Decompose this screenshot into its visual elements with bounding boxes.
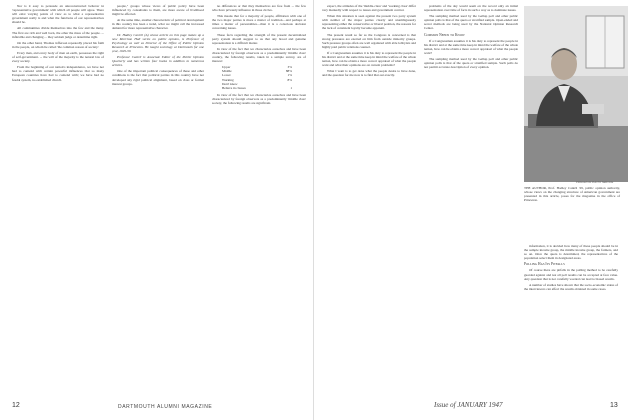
paragraph: In view of the fact that we characterize ourselves and have been characterized by foreign observers as a predominantly 'middle class' country, the following results, taken in a sample survey, are of interest: — [212, 46, 306, 64]
table-value: 1 — [290, 85, 292, 90]
class-survey-table — [222, 65, 292, 90]
page-number: 12 — [12, 402, 20, 409]
table-row — [222, 86, 292, 90]
table-label: Believe in classes — [222, 85, 246, 90]
right-column-3 — [524, 244, 618, 392]
table-label: Working — [222, 77, 234, 82]
right-column-1 — [322, 4, 416, 392]
paragraph: expect, the attitudes of the 'middle-class' and 'working class' differ very markedly with respect to issues and government control. — [322, 4, 416, 13]
paragraph: The sampling method used by the Gallup poll and other public opinion polls is that of the quota or stratified sample. Open-ended and secret methods are being used by the National Opinion Research Center. — [424, 14, 518, 31]
paragraph: Nor is it easy to persuade an unreconstructed believer in 'representative government' with which all people will agree. There will exist varying points of view as to what a representative government really is and what the functions of our representatives should be. — [12, 4, 104, 25]
table-label: Don't know — [222, 81, 238, 86]
footer-issue-date: Issue of JANUARY 1947 — [434, 401, 503, 409]
paragraph: problems of the day would seem on the record only an initial representation over time of facts in such a way as to dominate issues. — [424, 4, 518, 13]
paragraph: If a Congressman assumes it is his duty to represent the people in his district and at the same time keep in mind the welfare of the whole nation, how can he obtain a more correct appraisal of what the people want? — [424, 38, 518, 55]
paragraph: What I want is to get done what the people desire to have done, and the question for me now is to find that out exactly. — [322, 69, 416, 78]
paragraph: The present result so far as the Congress is concerned is that strong pressures are exerted on him from outside minority groups. Such pressure groups often are well organized with able lobbyists and highly paid public relations counsel. — [322, 32, 416, 49]
section-heading: Polling Has Its Pitfalls — [524, 262, 565, 267]
paragraph: Of course there are pitfalls in the polling method to be carefully guarded against and not all poll results can be accepted at face value. Any question that is not carefully worded can lead to biased results. — [524, 268, 618, 281]
left-column-2 — [112, 4, 204, 392]
paragraph: This means that for a majority of people, affiliation with one of the two major parties is more a matter of tradition—and perhaps at times a matter of personalities—than it is a conscious decision concerning issues. — [212, 14, 306, 31]
paragraph: people," groups whose views of public policy have been influenced by consultants to them, are more aware of livelihood might be affected. — [112, 4, 204, 17]
paragraph: information, it is decided how many of these people should be in the sample income group, the middle income group, the farmers, and so on. Once the quota is determined, the representatives of the population select them in designated areas. — [524, 244, 618, 261]
photo-credit: PRINCETON PHOTO SERVICE — [576, 181, 614, 184]
paragraph: All communities divide themselves into the few and the many. The first are rich and well born, the other the mass of the people. ... inflexible and changing ... they seldom judge or determine right. — [12, 26, 104, 39]
paragraph: no differences or that they themselves are free from ... the few who have privately influence in those circles. — [212, 4, 306, 13]
table-label: Upper — [222, 65, 231, 70]
table-label: Middle — [222, 69, 232, 74]
paragraph: When this situation is seen against the present two party system with neither of the major parties clearly and unambiguously representing either the conservative or liberal position, the reasons for the lack of consistent loyalty become apparent. — [322, 14, 416, 31]
author-photo-image — [524, 6, 628, 182]
table-value: 3% — [287, 65, 292, 70]
paragraph: Every man, and every body of men on earth, possesses the right of self-government. ... the will of the majority is the natural law of every society. — [12, 50, 104, 64]
table-value: 8% — [287, 77, 292, 82]
paragraph: In view of the fact that we characterize ourselves and have been characterized by foreign observers as a predominantly 'middle class' society, the following results are significant. — [212, 92, 306, 105]
left-column-3 — [212, 4, 306, 392]
paragraph: From the beginning of our nation's independence, we have not had to contend with certain powerful influences that so many European countries have had to contend with; we have had no feudal system, no established church. — [12, 65, 104, 82]
paragraph: On the other hand, Thomas Jefferson repeatedly placed his faith in the people, on whom he called 'the common reason of society.' — [12, 40, 104, 49]
paragraph: At the same time, another characteristic of political development in this country has been a trend, what we might call the increased demand for more representative character. — [112, 18, 204, 31]
paragraph: If a Congressman assumes it is his duty to represent the people in his district and at the same time keep in mind the welfare of the whole nation, how can he obtain a more correct appraisal of what the people want and what their opinions are on current problems? — [322, 50, 416, 68]
author-bio: Professor Cantril is Associate Editor of the Public Opinion Quarterly and has written four books in addition to numerous articles. — [112, 55, 204, 68]
table-label: Lower — [222, 73, 231, 78]
paragraph: These facts regarding the strength of the present decentralized party system should suggest to us that any broad and genuine representation is a difficult matter. — [212, 32, 306, 45]
page-number: 13 — [610, 402, 618, 409]
footer-magazine-title: DARTMOUTH ALUMNI MAGAZINE — [118, 404, 213, 410]
paragraph: A number of studies have shown that the socio-economic status of the interviewers can affect the results obtained in some cases. — [524, 282, 618, 291]
author-photo — [524, 6, 628, 182]
right-column-2 — [424, 4, 518, 392]
photo-caption: THE AUTHOR, Prof. Hadley Cantril '29, public opinion authority, whose views on the changing structure of American government are presented in this article, poses for the magazine in the office of Princeton. — [524, 186, 620, 203]
author-bio: Dr. Hadley Cantril (A) whose article on this page makes up a new Morrison Hall series on public opinion, is Professor of Psychology as well as Director of the Office of Public Opinion Research at Princeton. He taught sociology at Dartmouth for one year, 1929-30. — [112, 32, 204, 53]
table-value: 88% — [285, 69, 292, 74]
right-page — [314, 0, 628, 420]
table-value: 1% — [287, 73, 292, 78]
paragraph: One of the important political consequences of these and other conditions is the fact that political parties in this country have not developed any rigid political alignment, based on class or formal interest groups. — [112, 69, 204, 86]
section-heading: Common Needs to Know — [424, 32, 465, 37]
paragraph: The sampling method used by the Gallup poll and other public opinion polls is that of the quota or stratified sample. Such polls do not permit accurate description of every opinion. — [424, 57, 518, 70]
left-column-1 — [12, 4, 104, 392]
